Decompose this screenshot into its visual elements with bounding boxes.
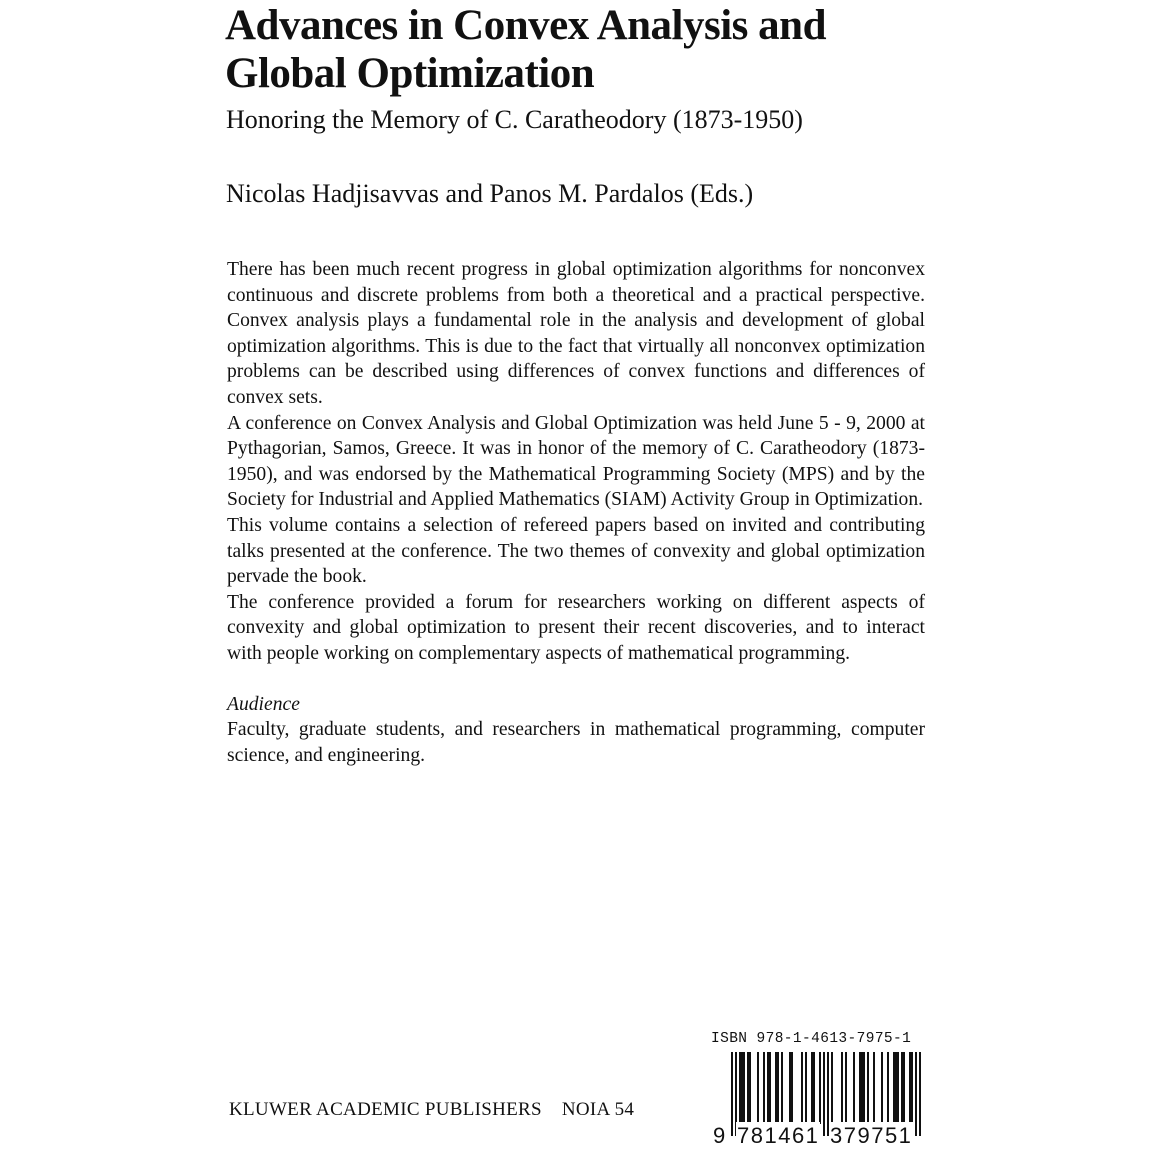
barcode-bar bbox=[819, 1052, 821, 1124]
book-subtitle: Honoring the Memory of C. Caratheodory (1873-1950) bbox=[226, 105, 803, 134]
barcode-bar bbox=[841, 1052, 843, 1124]
barcode-bar bbox=[805, 1052, 807, 1124]
barcode-digits bbox=[711, 1122, 929, 1150]
barcode-bar bbox=[769, 1052, 771, 1124]
barcode-bar bbox=[757, 1052, 759, 1124]
barcode-bar bbox=[909, 1052, 911, 1124]
barcode-bar bbox=[867, 1052, 869, 1124]
barcode-bar bbox=[813, 1052, 815, 1124]
barcode-bar bbox=[781, 1052, 783, 1124]
barcode-bar bbox=[895, 1052, 897, 1124]
barcode-lead-digit: 9 bbox=[713, 1123, 726, 1148]
barcode-bar bbox=[911, 1052, 913, 1124]
book-title: Advances in Convex Analysis and Global Optimization bbox=[225, 2, 826, 97]
barcode-bar bbox=[811, 1052, 813, 1124]
barcode-bar bbox=[749, 1052, 751, 1124]
description-paragraph-1: There has been much recent progress in global optimization algorithms for nonconvex continuous and discrete problems from both a theoretical and a practical perspective. Convex analysis plays a fundamental role in the analysis and development of global optimization algorithms. This is due to the fact that virtually all nonconvex optimization problems can be described using differences of convex functions and differences of convex sets. bbox=[227, 259, 925, 408]
description-block bbox=[227, 257, 925, 768]
publisher-name: KLUWER ACADEMIC PUBLISHERS bbox=[229, 1099, 542, 1120]
barcode-bar bbox=[853, 1052, 855, 1124]
barcode-bar bbox=[881, 1052, 883, 1124]
barcode-bar bbox=[887, 1052, 889, 1124]
barcode-bar bbox=[903, 1052, 905, 1124]
barcode-bar bbox=[863, 1052, 865, 1124]
isbn-label: ISBN 978-1-4613-7975-1 bbox=[711, 1031, 912, 1047]
description-paragraph-4: The conference provided a forum for researchers working on different aspects of convexity and global optimization to present their recent discoveries, and to interact with people working on complementary aspects of mathematical programming. bbox=[227, 591, 925, 664]
description-paragraph-3: This volume contains a selection of refereed papers based on invited and contributing talks presented at the conference. The two themes of convexity and global optimization pervade the book. bbox=[227, 514, 925, 588]
barcode-bar bbox=[893, 1052, 895, 1124]
barcode-bar bbox=[831, 1052, 833, 1124]
barcode-left-digits: 781461 bbox=[737, 1123, 820, 1148]
barcode-bar bbox=[741, 1052, 743, 1124]
series-number: NOIA 54 bbox=[561, 1099, 635, 1120]
barcode-bar bbox=[789, 1052, 791, 1124]
barcode-bar bbox=[763, 1052, 765, 1124]
barcode-bar bbox=[747, 1052, 749, 1124]
barcode-bar bbox=[767, 1052, 769, 1124]
barcode-bar bbox=[845, 1052, 847, 1124]
barcode-bar bbox=[859, 1052, 861, 1124]
barcode-bar bbox=[873, 1052, 875, 1124]
description-paragraph-2: A conference on Convex Analysis and Global Optimization was held June 5 - 9, 2000 at Pythagorian, Samos, Greece. It was in honor of the memory of C. Caratheodory (1873-1950), and was endorsed by the Mathematical Programming Society (MPS) and by the Society for Industrial and Applied Mathematics (SIAM) Activity Group in Optimization. bbox=[227, 412, 925, 511]
barcode-right-digits: 379751 bbox=[830, 1123, 913, 1148]
barcode-bar bbox=[739, 1052, 741, 1124]
barcode bbox=[711, 1052, 929, 1150]
barcode-bar bbox=[777, 1052, 779, 1124]
barcode-bar bbox=[775, 1052, 777, 1124]
barcode-bar bbox=[743, 1052, 745, 1124]
audience-text: Faculty, graduate students, and researchers in mathematical programming, computer science, and engineering. bbox=[227, 719, 925, 766]
audience-heading: Audience bbox=[227, 693, 300, 715]
publisher-line bbox=[229, 1099, 634, 1121]
barcode-bar bbox=[791, 1052, 793, 1124]
barcode-bar bbox=[801, 1052, 803, 1124]
barcode-bar bbox=[861, 1052, 863, 1124]
book-editors: Nicolas Hadjisavvas and Panos M. Pardalos (Eds.) bbox=[226, 179, 754, 208]
barcode-bar bbox=[897, 1052, 899, 1124]
barcode-bar bbox=[901, 1052, 903, 1124]
